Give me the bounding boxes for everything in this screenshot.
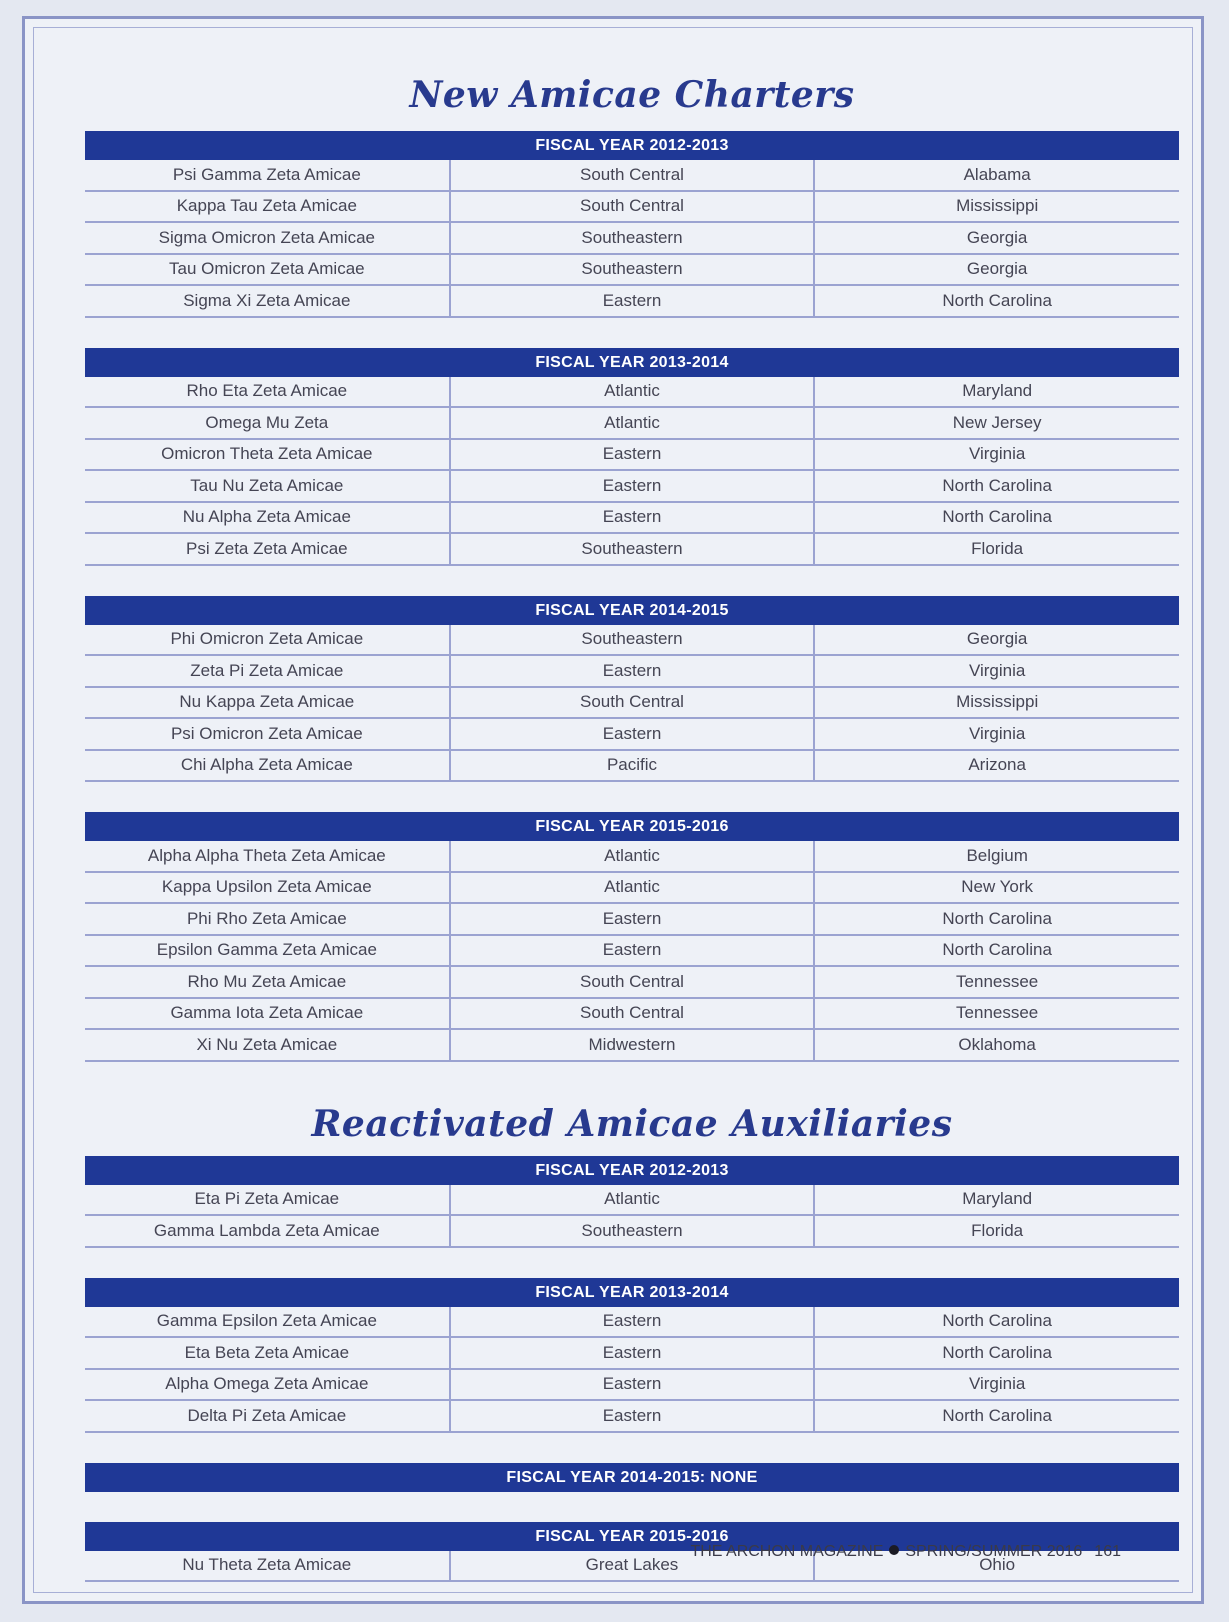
table-row [85,1307,1179,1338]
table-row [85,377,1179,408]
state-name: Mississippi [814,191,1179,223]
region-name: Atlantic [450,407,815,439]
chapter-name: Nu Theta Zeta Amicae [85,1551,450,1582]
table-row [85,872,1179,904]
chapter-name: Gamma Lambda Zeta Amicae [85,1215,450,1247]
table-row [85,935,1179,967]
region-name: South Central [450,966,815,998]
fiscal-year-group [85,348,1179,566]
chapter-name: Gamma Iota Zeta Amicae [85,998,450,1030]
table-row [85,222,1179,254]
region-name: Eastern [450,718,815,750]
fiscal-year-header: FISCAL YEAR 2013-2014 [85,1278,1179,1307]
chapter-name: Eta Beta Zeta Amicae [85,1337,450,1369]
region-name: Southeastern [450,1215,815,1247]
chapter-name: Sigma Omicron Zeta Amicae [85,222,450,254]
chapter-name: Psi Gamma Zeta Amicae [85,160,450,191]
region-name: Atlantic [450,872,815,904]
state-name: Ohio [814,1551,1179,1582]
chapter-name: Tau Nu Zeta Amicae [85,470,450,502]
chapter-name: Phi Omicron Zeta Amicae [85,625,450,656]
chapter-name: Rho Eta Zeta Amicae [85,377,450,408]
bullet-icon [889,1545,899,1555]
table-row [85,998,1179,1030]
table-row [85,191,1179,223]
table-row [85,903,1179,935]
region-name: Atlantic [450,377,815,408]
chapter-name: Omega Mu Zeta [85,407,450,439]
chapter-name: Kappa Tau Zeta Amicae [85,191,450,223]
state-name: New York [814,872,1179,904]
state-name: Virginia [814,655,1179,687]
issue-label: SPRING/SUMMER 2016 [905,1543,1083,1560]
chapter-name: Psi Zeta Zeta Amicae [85,533,450,565]
region-name: South Central [450,191,815,223]
chapter-name: Sigma Xi Zeta Amicae [85,285,450,317]
chapter-name: Omicron Theta Zeta Amicae [85,439,450,471]
fiscal-year-header: FISCAL YEAR 2013-2014 [85,348,1179,377]
chapter-name: Eta Pi Zeta Amicae [85,1185,450,1216]
state-name: North Carolina [814,1400,1179,1432]
state-name: North Carolina [814,903,1179,935]
state-name: Florida [814,533,1179,565]
table-row [85,1029,1179,1061]
region-name: Eastern [450,285,815,317]
page-content [85,59,1179,1612]
table-row [85,1337,1179,1369]
region-name: Southeastern [450,254,815,286]
chapter-name: Delta Pi Zeta Amicae [85,1400,450,1432]
chapter-name: Nu Kappa Zeta Amicae [85,687,450,719]
chapter-name: Gamma Epsilon Zeta Amicae [85,1307,450,1338]
new-charters-title: New Amicae Charters [409,74,855,116]
chapter-name: Chi Alpha Zeta Amicae [85,750,450,782]
chapter-table [85,625,1179,783]
state-name: Florida [814,1215,1179,1247]
chapter-name: Phi Rho Zeta Amicae [85,903,450,935]
reactivated-section [85,1156,1179,1583]
state-name: North Carolina [814,285,1179,317]
region-name: Pacific [450,750,815,782]
state-name: North Carolina [814,1337,1179,1369]
table-row [85,407,1179,439]
chapter-table [85,160,1179,318]
chapter-name: Epsilon Gamma Zeta Amicae [85,935,450,967]
region-name: South Central [450,160,815,191]
state-name: North Carolina [814,470,1179,502]
chapter-name: Alpha Omega Zeta Amicae [85,1369,450,1401]
table-row [85,625,1179,656]
region-name: Eastern [450,655,815,687]
table-row [85,718,1179,750]
chapter-table [85,377,1179,566]
state-name: Arizona [814,750,1179,782]
fiscal-year-header: FISCAL YEAR 2015-2016 [85,812,1179,841]
region-name: Midwestern [450,1029,815,1061]
fiscal-year-group [85,812,1179,1062]
table-row [85,1369,1179,1401]
region-name: Southeastern [450,222,815,254]
region-name: Eastern [450,1400,815,1432]
magazine-page [22,16,1204,1604]
region-name: Eastern [450,903,815,935]
chapter-name: Zeta Pi Zeta Amicae [85,655,450,687]
table-row [85,1185,1179,1216]
state-name: North Carolina [814,502,1179,534]
region-name: Southeastern [450,625,815,656]
region-name: Eastern [450,1307,815,1338]
state-name: Alabama [814,160,1179,191]
fiscal-year-group [85,131,1179,318]
state-name: Virginia [814,1369,1179,1401]
state-name: North Carolina [814,935,1179,967]
state-name: New Jersey [814,407,1179,439]
reactivated-title: Reactivated Amicae Auxiliaries [311,1102,953,1145]
state-name: Virginia [814,439,1179,471]
region-name: South Central [450,687,815,719]
state-name: Belgium [814,841,1179,872]
state-name: Georgia [814,625,1179,656]
chapter-name: Nu Alpha Zeta Amicae [85,502,450,534]
chapter-table [85,1307,1179,1433]
chapter-table [85,841,1179,1062]
publication-name: THE ARCHON MAGAZINE [690,1543,884,1560]
state-name: Tennessee [814,966,1179,998]
fiscal-year-group [85,596,1179,783]
fiscal-year-group [85,1278,1179,1433]
fiscal-year-header: FISCAL YEAR 2014-2015: NONE [85,1463,1179,1492]
region-name: Atlantic [450,1185,815,1216]
new-charters-section [85,131,1179,1062]
table-row [85,470,1179,502]
table-row [85,655,1179,687]
chapter-name: Rho Mu Zeta Amicae [85,966,450,998]
table-row [85,687,1179,719]
table-row [85,841,1179,872]
region-name: Eastern [450,502,815,534]
table-row [85,502,1179,534]
state-name: Georgia [814,254,1179,286]
table-row [85,750,1179,782]
state-name: North Carolina [814,1307,1179,1338]
region-name: Southeastern [450,533,815,565]
page-footer [690,1543,1121,1561]
fiscal-year-header: FISCAL YEAR 2012-2013 [85,131,1179,160]
region-name: Eastern [450,470,815,502]
table-row [85,1400,1179,1432]
region-name: Atlantic [450,841,815,872]
table-row [85,1215,1179,1247]
state-name: Tennessee [814,998,1179,1030]
region-name: Eastern [450,1369,815,1401]
table-row [85,254,1179,286]
chapter-table [85,1185,1179,1248]
table-row [85,533,1179,565]
state-name: Maryland [814,1185,1179,1216]
table-row [85,160,1179,191]
chapter-name: Tau Omicron Zeta Amicae [85,254,450,286]
page-number: 161 [1094,1543,1121,1560]
fiscal-year-group [85,1156,1179,1248]
chapter-name: Alpha Alpha Theta Zeta Amicae [85,841,450,872]
state-name: Virginia [814,718,1179,750]
region-name: South Central [450,998,815,1030]
table-row [85,439,1179,471]
state-name: Mississippi [814,687,1179,719]
region-name: Eastern [450,935,815,967]
table-row [85,285,1179,317]
chapter-name: Psi Omicron Zeta Amicae [85,718,450,750]
fiscal-year-header: FISCAL YEAR 2012-2013 [85,1156,1179,1185]
state-name: Maryland [814,377,1179,408]
state-name: Oklahoma [814,1029,1179,1061]
region-name: Eastern [450,439,815,471]
fiscal-year-header: FISCAL YEAR 2015-2016 [85,1522,1179,1551]
chapter-name: Xi Nu Zeta Amicae [85,1029,450,1061]
chapter-name: Kappa Upsilon Zeta Amicae [85,872,450,904]
state-name: Georgia [814,222,1179,254]
fiscal-year-header: FISCAL YEAR 2014-2015 [85,596,1179,625]
table-row [85,966,1179,998]
region-name: Great Lakes [450,1551,815,1582]
region-name: Eastern [450,1337,815,1369]
fiscal-year-group [85,1463,1179,1492]
